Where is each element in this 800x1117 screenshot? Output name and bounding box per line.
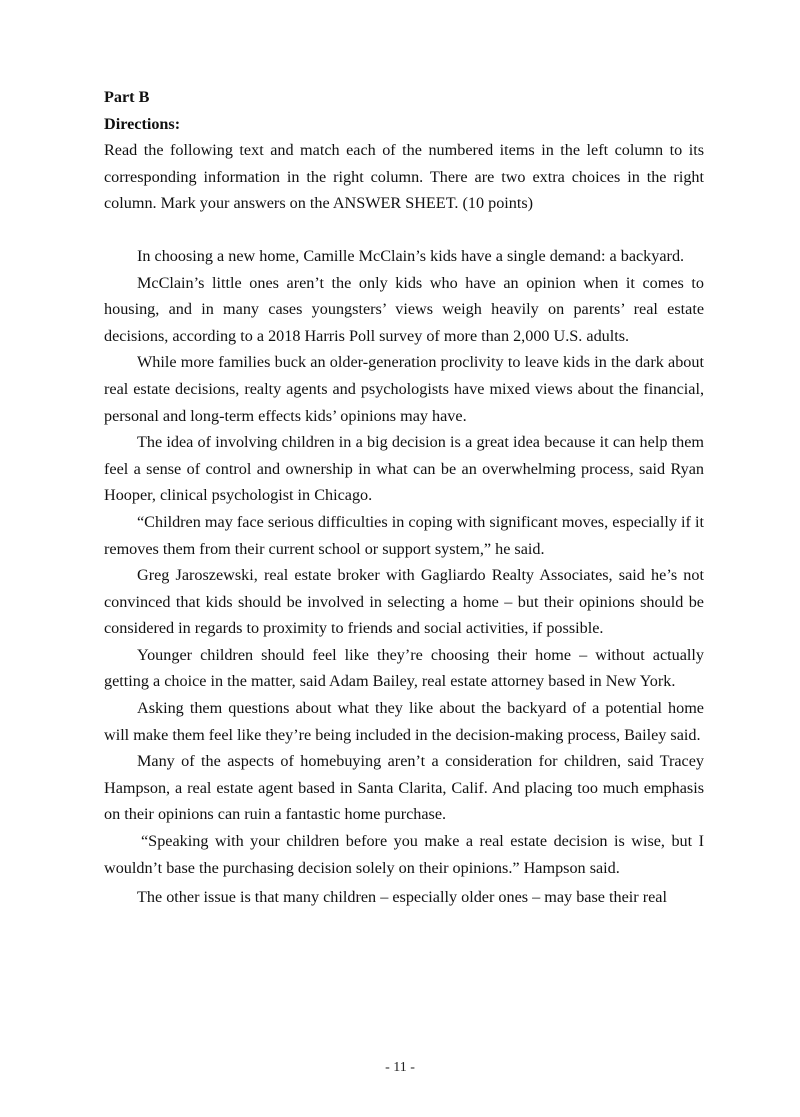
paragraph: The idea of involving children in a big decision is a great idea because it can help them feel a sense of control and ownership in what can be an overwhelming process, said Ryan Hooper, clinical psychologist in Chicago. (104, 433, 704, 505)
paragraph: Younger children should feel like they’re choosing their home – without actually getting a choice in the matter, said Adam Bailey, real estate attorney based in New York. (104, 645, 704, 691)
blank-line (104, 217, 704, 243)
paragraph: Asking them questions about what they like about the backyard of a potential home will make them feel like they’re being included in the decision-making process, Bailey said. (104, 699, 704, 744)
section-title: Part B (104, 88, 150, 106)
paragraph: “Children may face serious difficulties in coping with significant moves, especially if it removes them from their current school or support system,” he said. (104, 512, 704, 558)
paragraph: While more families buck an older-generation proclivity to leave kids in the dark about real estate decisions, realty agents and psychologists have mixed views about the financial, personal and long-term effects kids’ opinions may have. (104, 353, 704, 425)
directions-text: Read the following text and match each of the numbered items in the left column to its corresponding information in the right column. There are two extra choices in the right column. Mark your answers on the ANSWER SHEET. (10 points) (104, 141, 704, 213)
paragraph: “Speaking with your children before you make a real estate decision is wise, but I wouldn’t base the purchasing decision solely on their opinions.” Hampson said. (104, 832, 704, 877)
passage (104, 243, 704, 911)
paragraph: In choosing a new home, Camille McClain’s kids have a single demand: a backyard. (137, 246, 685, 265)
paragraph: McClain’s little ones aren’t the only kids who have an opinion when it comes to housing, and in many cases youngsters’ views weigh heavily on parents’ real estate decisions, according to a 2018 Harris Poll survey of more than 2,000 U.S. adults. (104, 273, 704, 345)
document-page (104, 84, 704, 911)
paragraph: Many of the aspects of homebuying aren’t a consideration for children, said Tracey Hampson, a real estate agent based in Santa Clarita, Calif. And placing too much emphasis on their opinions can ruin a fantastic home purchase. (104, 752, 704, 824)
paragraph: The other issue is that many children – especially older ones – may base their real (137, 888, 667, 907)
directions-label: Directions: (104, 114, 181, 133)
page-number: - 11 - (385, 1060, 415, 1075)
paragraph: Greg Jaroszewski, real estate broker with Gagliardo Realty Associates, said he’s not convinced that kids should be involved in selecting a home – but their opinions should be considered in regards to proximity to friends and social activities, if possible. (104, 566, 704, 638)
